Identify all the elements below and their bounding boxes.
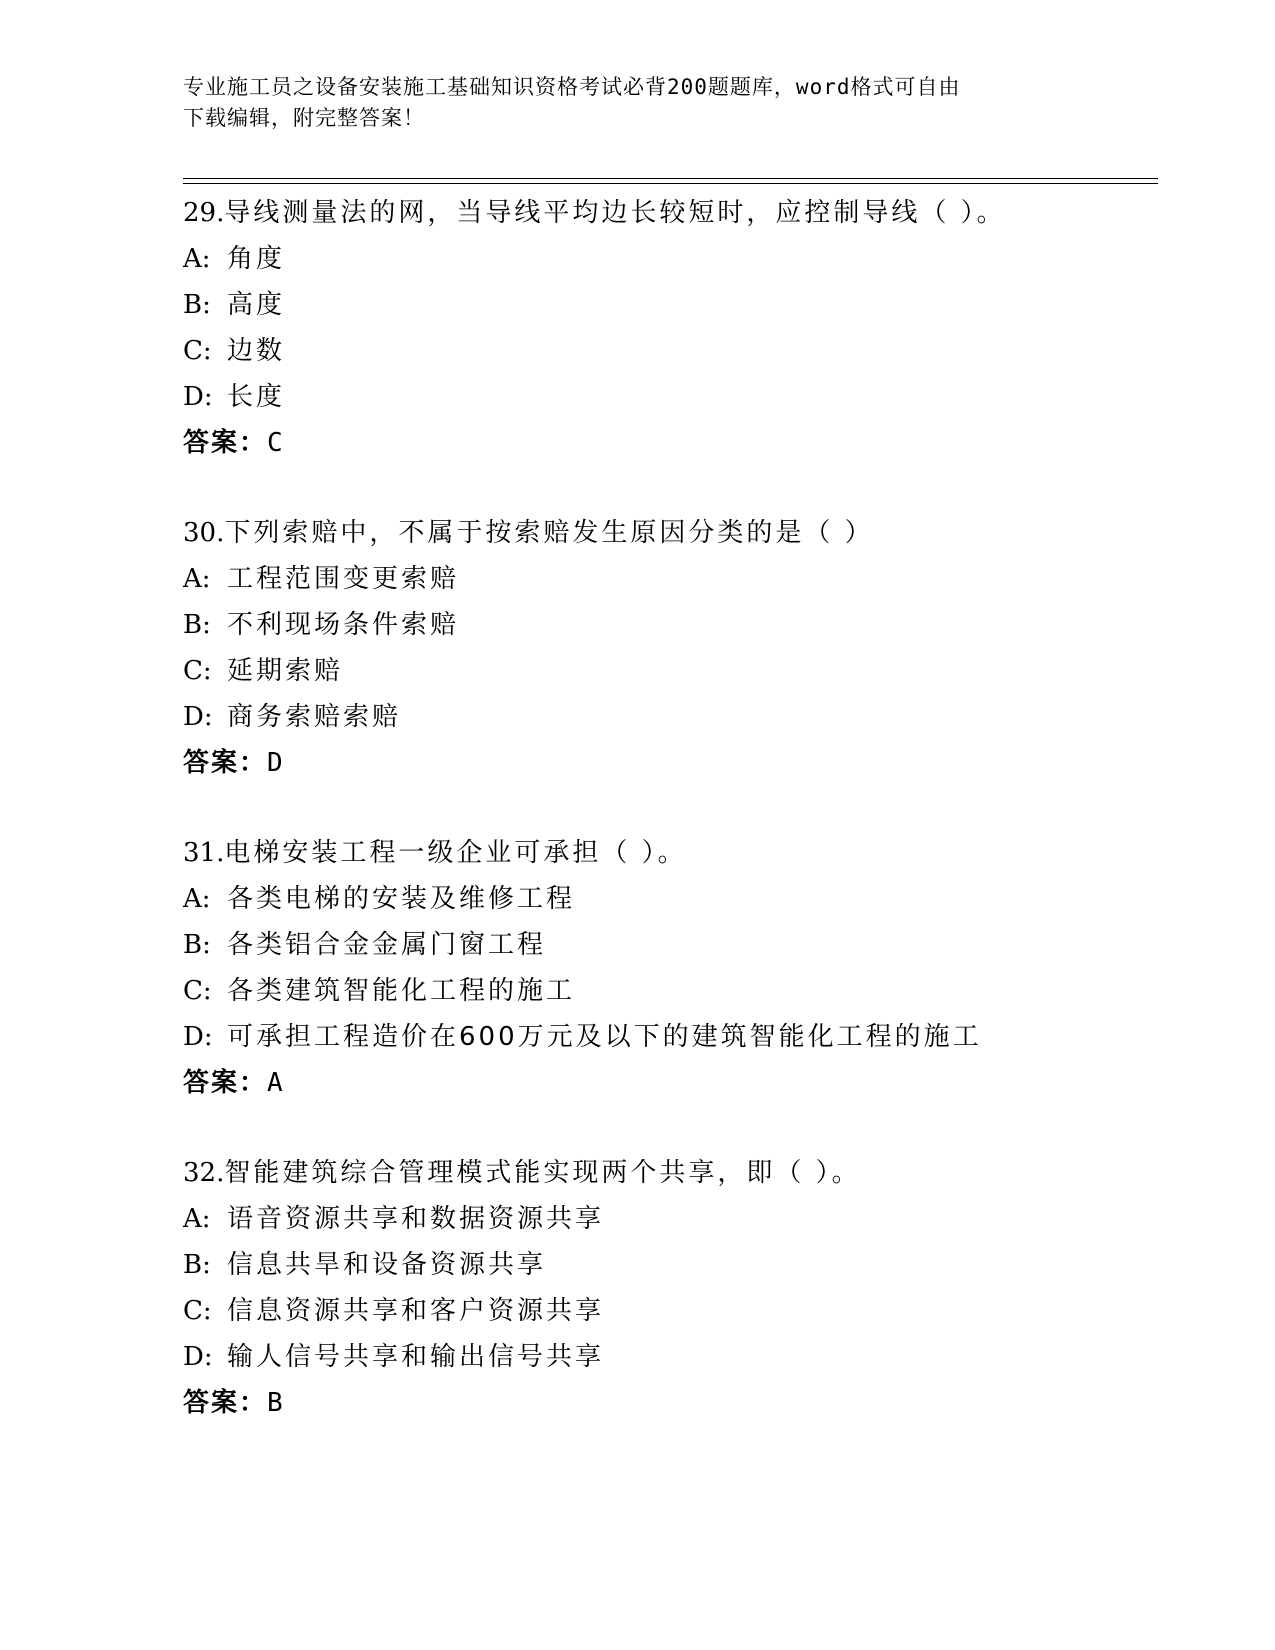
- option-b: [183, 282, 1183, 328]
- option-letter: D:: [183, 1342, 213, 1372]
- option-letter: A:: [183, 1204, 211, 1234]
- option-letter: B:: [183, 290, 211, 320]
- question-number: 31.: [183, 838, 225, 868]
- answer-label: 答案：: [183, 428, 268, 458]
- question-number: 29.: [183, 198, 225, 228]
- question-30: [183, 510, 1183, 786]
- option-text: 信息资源共享和客户资源共享: [227, 1296, 605, 1326]
- document-header: [183, 72, 1083, 134]
- answer-line: [183, 420, 1183, 466]
- option-c: [183, 968, 1183, 1014]
- option-letter: A:: [183, 244, 211, 274]
- header-divider-bottom: [183, 183, 1158, 184]
- question-text: 智能建筑综合管理模式能实现两个共享，即（ ）。: [224, 1158, 861, 1188]
- answer-line: [183, 740, 1183, 786]
- question-number: 30.: [183, 518, 225, 548]
- answer-value: A: [267, 1068, 283, 1098]
- option-letter: B:: [183, 610, 211, 640]
- option-text: 可承担工程造价在600万元及以下的建筑智能化工程的施工: [227, 1022, 982, 1052]
- option-text: 各类电梯的安装及维修工程: [227, 884, 576, 914]
- answer-line: [183, 1380, 1183, 1426]
- option-letter: B:: [183, 930, 211, 960]
- option-text: 不利现场条件索赔: [227, 610, 460, 640]
- option-text: 长度: [227, 382, 286, 412]
- option-text: 延期索赔: [227, 656, 344, 686]
- option-text: 输人信号共享和输出信号共享: [227, 1342, 605, 1372]
- option-c: [183, 1288, 1183, 1334]
- option-letter: D:: [183, 382, 213, 412]
- option-text: 工程范围变更索赔: [227, 564, 460, 594]
- question-number: 32.: [183, 1158, 225, 1188]
- option-c: [183, 328, 1183, 374]
- option-a: [183, 236, 1183, 282]
- option-letter: A:: [183, 884, 211, 914]
- option-letter: C:: [183, 1296, 212, 1326]
- option-letter: C:: [183, 336, 212, 366]
- question-stem: [183, 1150, 1183, 1196]
- question-text: 导线测量法的网，当导线平均边长较短时，应控制导线（ ）。: [224, 198, 1006, 228]
- question-text: 电梯安装工程一级企业可承担（ ）。: [224, 838, 687, 868]
- option-text: 角度: [227, 244, 286, 274]
- answer-label: 答案：: [183, 1068, 268, 1098]
- option-b: [183, 602, 1183, 648]
- answer-value: D: [267, 748, 283, 778]
- question-stem: [183, 510, 1183, 556]
- option-b: [183, 1242, 1183, 1288]
- option-text: 商务索赔索赔: [227, 702, 402, 732]
- answer-label: 答案：: [183, 748, 268, 778]
- option-a: [183, 556, 1183, 602]
- option-letter: C:: [183, 976, 212, 1006]
- option-d: [183, 374, 1183, 420]
- option-letter: C:: [183, 656, 212, 686]
- option-text: 各类建筑智能化工程的施工: [227, 976, 576, 1006]
- option-text: 语音资源共享和数据资源共享: [227, 1204, 605, 1234]
- answer-label: 答案：: [183, 1388, 268, 1418]
- option-text: 高度: [227, 290, 286, 320]
- option-text: 边数: [227, 336, 286, 366]
- header-line-1: 专业施工员之设备安装施工基础知识资格考试必背200题题库，word格式可自由: [183, 75, 961, 99]
- option-a: [183, 876, 1183, 922]
- question-32: [183, 1150, 1183, 1426]
- option-letter: D:: [183, 702, 213, 732]
- option-text: 信息共旱和设备资源共享: [227, 1250, 547, 1280]
- option-d: [183, 1334, 1183, 1380]
- question-list: [183, 190, 1183, 1470]
- question-text: 下列索赔中，不属于按索赔发生原因分类的是（ ）: [224, 518, 874, 548]
- header-divider-top: [183, 178, 1158, 179]
- answer-value: B: [267, 1388, 283, 1418]
- question-stem: [183, 190, 1183, 236]
- answer-value: C: [267, 428, 283, 458]
- option-a: [183, 1196, 1183, 1242]
- option-letter: D:: [183, 1022, 213, 1052]
- question-stem: [183, 830, 1183, 876]
- option-text: 各类铝合金金属门窗工程: [227, 930, 547, 960]
- header-line-2: 下载编辑，附完整答案！: [183, 106, 425, 130]
- option-d: [183, 1014, 1183, 1060]
- option-b: [183, 922, 1183, 968]
- option-c: [183, 648, 1183, 694]
- question-29: [183, 190, 1183, 466]
- option-d: [183, 694, 1183, 740]
- option-letter: B:: [183, 1250, 211, 1280]
- question-31: [183, 830, 1183, 1106]
- answer-line: [183, 1060, 1183, 1106]
- option-letter: A:: [183, 564, 211, 594]
